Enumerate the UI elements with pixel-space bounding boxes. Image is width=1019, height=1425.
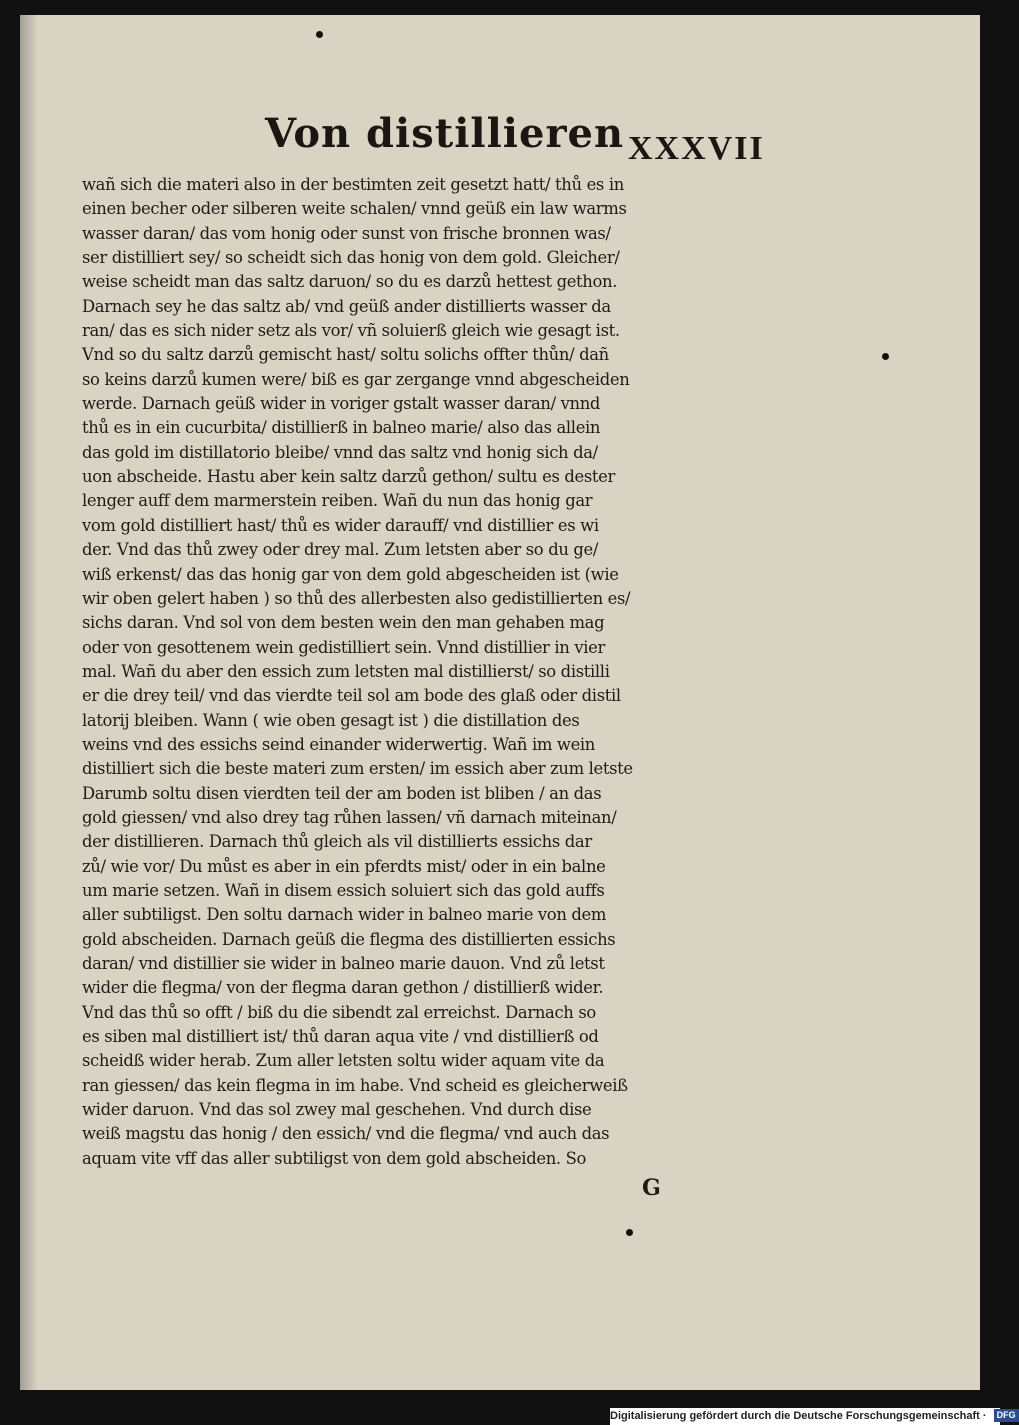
text-line: der distillieren. Darnach thů gleich als vil distillierts essichs dar: [82, 832, 592, 852]
signature-mark: G: [642, 1175, 661, 1201]
text-line: vom gold distilliert hast/ thů es wider darauff/ vnd distillier es wi: [82, 515, 599, 535]
text-line: zů/ wie vor/ Du můst es aber in ein pferdts mist/ oder in ein balne: [82, 856, 606, 876]
text-line: wider die flegma/ von der flegma daran gethon / distillierß wider.: [82, 978, 604, 998]
text-line: wañ sich die materi also in der bestimten zeit gesetzt hatt/ thů es in: [82, 175, 624, 194]
text-line: Darumb soltu disen vierdten teil der am boden ist bliben / an das: [82, 783, 602, 803]
text-line: wir oben gelert haben ) so thů des allerbesten also gedistillierten es/: [82, 588, 631, 608]
page-mark-bottom: [626, 1229, 633, 1236]
text-line: ser distilliert sey/ so scheidt sich das honig von dem gold. Gleicher/: [82, 248, 620, 268]
running-head: Von distillieren: [265, 110, 625, 157]
folio-number: XXXVII: [628, 130, 765, 167]
text-line: Vnd das thů so offt / biß du die sibendt zal erreichst. Darnach so: [82, 1002, 596, 1022]
text-line: sichs daran. Vnd sol von dem besten wein den man gehaben mag: [82, 613, 605, 633]
text-line: oder von gesottenem wein gedistilliert sein. Vnnd distillier in vier: [82, 637, 605, 657]
text-line: aller subtiligst. Den soltu darnach wider in balneo marie von dem: [82, 905, 607, 925]
text-line: mal. Wañ du aber den essich zum letsten mal distillierst/ so distilli: [82, 661, 610, 681]
text-line: ran/ das es sich nider setz als vor/ vñ soluierß gleich wie gesagt ist.: [82, 321, 620, 341]
text-line: Vnd so du saltz darzů gemischt hast/ soltu solichs offter thůn/ dañ: [82, 345, 609, 365]
text-line: das gold im distillatorio bleibe/ vnnd das saltz vnd honig sich da/: [82, 442, 598, 462]
text-line: einen becher oder silberen weite schalen/ vnnd geüß ein law warms: [82, 199, 627, 219]
text-line: weiß magstu das honig / den essich/ vnd die flegma/ vnd auch das: [82, 1124, 610, 1144]
page-mark-top: [316, 31, 323, 38]
text-line: weins vnd des essichs seind einander widerwertig. Wañ im wein: [82, 734, 596, 754]
text-line: Darnach sey he das saltz ab/ vnd geüß ander distillierts wasser da: [82, 296, 611, 316]
text-line: ran giessen/ das kein flegma in im habe. Vnd scheid es gleicherweiß: [82, 1075, 628, 1095]
text-line: scheidß wider herab. Zum aller letsten soltu wider aquam vite da: [82, 1051, 605, 1071]
dfg-logo: DFG: [994, 1409, 1019, 1422]
text-line: aquam vite vff das aller subtiligst von dem gold abscheiden. So: [82, 1148, 587, 1168]
text-line: so keins darzů kumen were/ biß es gar zergange vnnd abgescheiden: [82, 369, 630, 389]
text-line: gold abscheiden. Darnach geüß die flegma des distillierten essichs: [82, 929, 616, 949]
text-line: um marie setzen. Wañ in disem essich soluiert sich das gold auffs: [82, 880, 605, 900]
text-line: gold giessen/ vnd also drey tag růhen lassen/ vñ darnach miteinan/: [82, 807, 617, 827]
text-line: thů es in ein cucurbita/ distillierß in balneo marie/ also das allein: [82, 418, 601, 438]
digitization-footer: Digitalisierung gefördert durch die Deutsche Forschungsgemeinschaft · DFG: [610, 1408, 1000, 1425]
text-line: werde. Darnach geüß wider in voriger gstalt wasser daran/ vnnd: [82, 394, 601, 414]
footer-text: Digitalisierung gefördert durch die Deutsche Forschungsgemeinschaft: [610, 1410, 980, 1422]
text-line: latorij bleiben. Wann ( wie oben gesagt ist ) die distillation des: [82, 710, 580, 730]
text-line: er die drey teil/ vnd das vierdte teil sol am bode des glaß oder distil: [82, 686, 621, 706]
text-line: weise scheidt man das saltz daruon/ so du es darzů hettest gethon.: [82, 272, 618, 292]
text-line: es siben mal distilliert ist/ thů daran aqua vite / vnd distillierß od: [82, 1027, 599, 1047]
text-line: wasser daran/ das vom honig oder sunst von frische bronnen was/: [82, 223, 611, 243]
text-line: wider daruon. Vnd das sol zwey mal geschehen. Vnd durch dise: [82, 1100, 592, 1120]
text-line: uon abscheide. Hastu aber kein saltz darzů gethon/ sultu es dester: [82, 467, 615, 487]
page-mark-right: [882, 353, 889, 360]
text-line: distilliert sich die beste materi zum ersten/ im essich aber zum letste: [82, 759, 633, 779]
text-line: der. Vnd das thů zwey oder drey mal. Zum letsten aber so du ge/: [82, 540, 599, 560]
book-page: [20, 15, 980, 1390]
body-text: [82, 173, 742, 1171]
text-line: wiß erkenst/ das das honig gar von dem gold abgescheiden ist (wie: [82, 564, 619, 584]
text-line: lenger auff dem marmerstein reiben. Wañ du nun das honig gar: [82, 491, 593, 511]
text-line: daran/ vnd distillier sie wider in balneo marie dauon. Vnd zů letst: [82, 954, 605, 973]
